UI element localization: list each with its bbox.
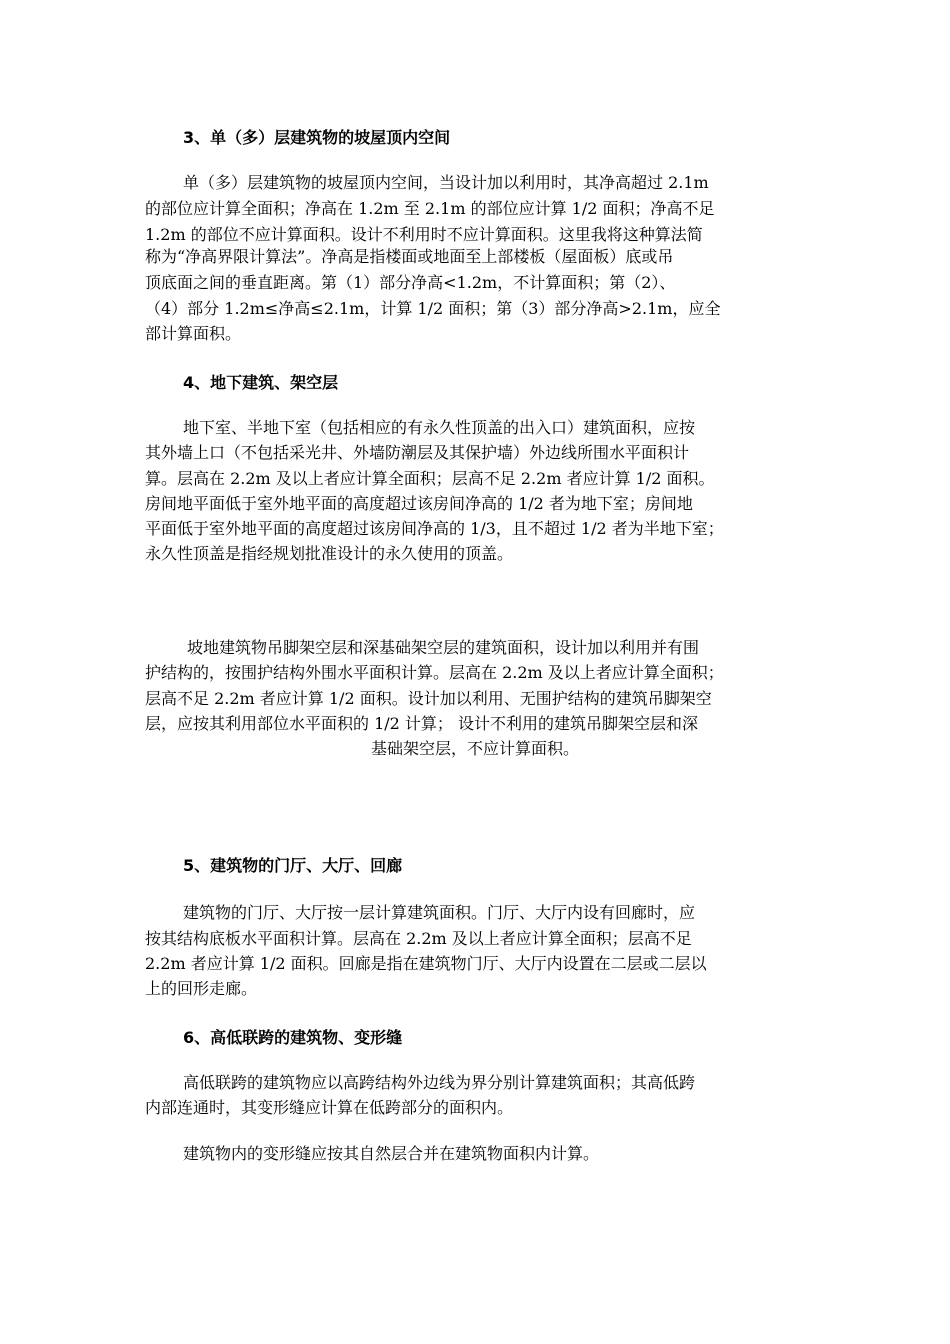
paragraph-line: 单（多）层建筑物的坡屋顶内空间，当设计加以利用时，其净高超过 2.1m <box>183 173 709 192</box>
paragraph-line: 部计算面积。 <box>145 324 242 343</box>
paragraph-line: 坡地建筑物吊脚架空层和深基础架空层的建筑面积，设计加以利用并有围 <box>187 638 700 657</box>
paragraph-line: 护结构的，按围护结构外围水平面积计算。层高在 2.2m 及以上者应计算全面积； <box>145 663 724 682</box>
paragraph-line: （4）部分 1.2m≤净高≤2.1m，计算 1/2 面积；第（3）部分净高>2.1m，应全 <box>145 299 721 318</box>
paragraph-line: 地下室、半地下室（包括相应的有永久性顶盖的出入口）建筑面积，应按 <box>183 418 696 437</box>
paragraph-line: 房间地平面低于室外地平面的高度超过该房间净高的 1/2 者为地下室；房间地 <box>145 494 693 513</box>
paragraph-line: 称为“净高界限计算法”。净高是指楼面或地面至上部楼板（屋面板）底或吊 <box>145 247 674 266</box>
paragraph-line: 算。层高在 2.2m 及以上者应计算全面积；层高不足 2.2m 者应计算 1/2 面积。 <box>145 469 715 488</box>
paragraph-line: 基础架空层，不应计算面积。 <box>370 739 579 758</box>
section-heading: 4、地下建筑、架空层 <box>183 373 339 392</box>
paragraph-line: 内部连通时，其变形缝应计算在低跨部分的面积内。 <box>145 1098 514 1117</box>
section-heading: 3、单（多）层建筑物的坡屋顶内空间 <box>183 128 451 147</box>
section-heading: 5、建筑物的门厅、大厅、回廊 <box>183 856 403 875</box>
paragraph-line: 按其结构底板水平面积计算。层高在 2.2m 及以上者应计算全面积；层高不足 <box>145 929 692 948</box>
paragraph-line: 1.2m 的部位不应计算面积。设计不利用时不应计算面积。这里我将这种算法简 <box>145 225 703 244</box>
paragraph-line: 建筑物内的变形缝应按其自然层合并在建筑物面积内计算。 <box>183 1144 600 1163</box>
paragraph-line: 上的回形走廊。 <box>145 979 258 998</box>
paragraph-line: 建筑物的门厅、大厅按一层计算建筑面积。门厅、大厅内设有回廊时，应 <box>183 903 696 922</box>
paragraph-line: 的部位应计算全面积；净高在 1.2m 至 2.1m 的部位应计算 1/2 面积；净高不足 <box>145 199 715 218</box>
paragraph-line: 顶底面之间的垂直距离。第（1）部分净高<1.2m，不计算面积；第（2）、 <box>145 273 676 292</box>
paragraph-line: 2.2m 者应计算 1/2 面积。回廊是指在建筑物门厅、大厅内设置在二层或二层以 <box>145 954 707 973</box>
section-heading: 6、高低联跨的建筑物、变形缝 <box>183 1028 403 1047</box>
paragraph-line: 高低联跨的建筑物应以高跨结构外边线为界分别计算建筑面积；其高低跨 <box>183 1073 696 1092</box>
paragraph-line: 其外墙上口（不包括采光井、外墙防潮层及其保护墙）外边线所围水平面积计 <box>145 443 690 462</box>
paragraph-line: 层，应按其利用部位水平面积的 1/2 计算； 设计不利用的建筑吊脚架空层和深 <box>145 714 699 733</box>
paragraph-line: 永久性顶盖是指经规划批准设计的永久使用的顶盖。 <box>145 544 514 563</box>
paragraph-line: 平面低于室外地平面的高度超过该房间净高的 1/3，且不超过 1/2 者为半地下室； <box>145 519 724 538</box>
paragraph-line: 层高不足 2.2m 者应计算 1/2 面积。设计加以利用、无围护结构的建筑吊脚架空 <box>145 689 712 708</box>
